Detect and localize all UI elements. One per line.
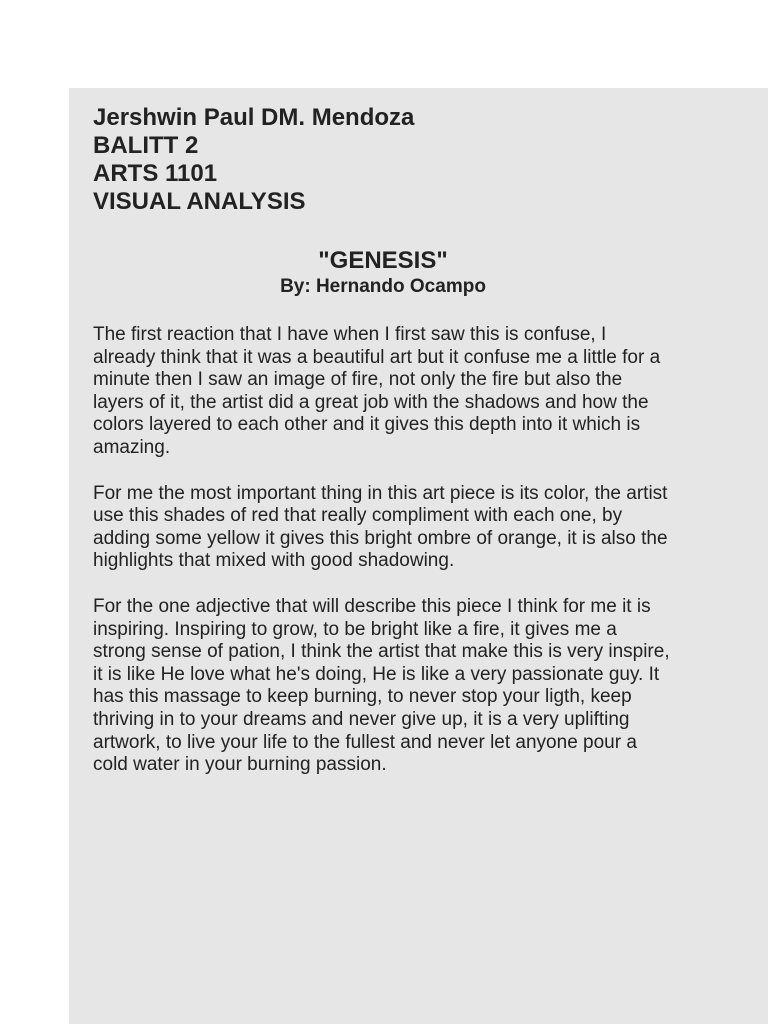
document-content	[93, 104, 693, 777]
author-name: Jershwin Paul DM. Mendoza	[93, 104, 415, 131]
artwork-byline: By: Hernando Ocampo	[280, 276, 486, 297]
paragraph-first-reaction: The first reaction that I have when I first saw this is confuse, I already think that it was a beautiful art but it confuse me a little for a minute then I saw an image of fire, not only the fire but also the layers of it, the artist did a great job with the shadows and how the colors layered to each other and it gives this depth into it which is amazing.	[93, 324, 661, 458]
assignment-title: VISUAL ANALYSIS	[93, 188, 306, 215]
artwork-title-block	[93, 247, 673, 299]
course-code: ARTS 1101	[93, 160, 218, 187]
document-page	[69, 88, 768, 1024]
artwork-title: "GENESIS"	[318, 247, 448, 274]
section-label: BALITT 2	[93, 132, 199, 159]
paragraph-adjective: For the one adjective that will describe this piece I think for me it is inspiring. Inspiring to grow, to be bright like a fire, it gives me a strong sense of pation, I think the artist that make this is very inspire, it is like He love what he's doing, He is like a very passionate guy. It has this massage to keep burning, to never stop your ligth, keep thriving in to your dreams and never give up, it is a very uplifting artwork, to live your life to the fullest and never let anyone pour a cold water in your burning passion.	[93, 595, 670, 776]
paragraph-color: For me the most important thing in this art piece is its color, the artist use this shades of red that really compliment with each one, by adding some yellow it gives this bright ombre of orange, it is also the highlights that mixed with good shadowing.	[93, 482, 668, 572]
